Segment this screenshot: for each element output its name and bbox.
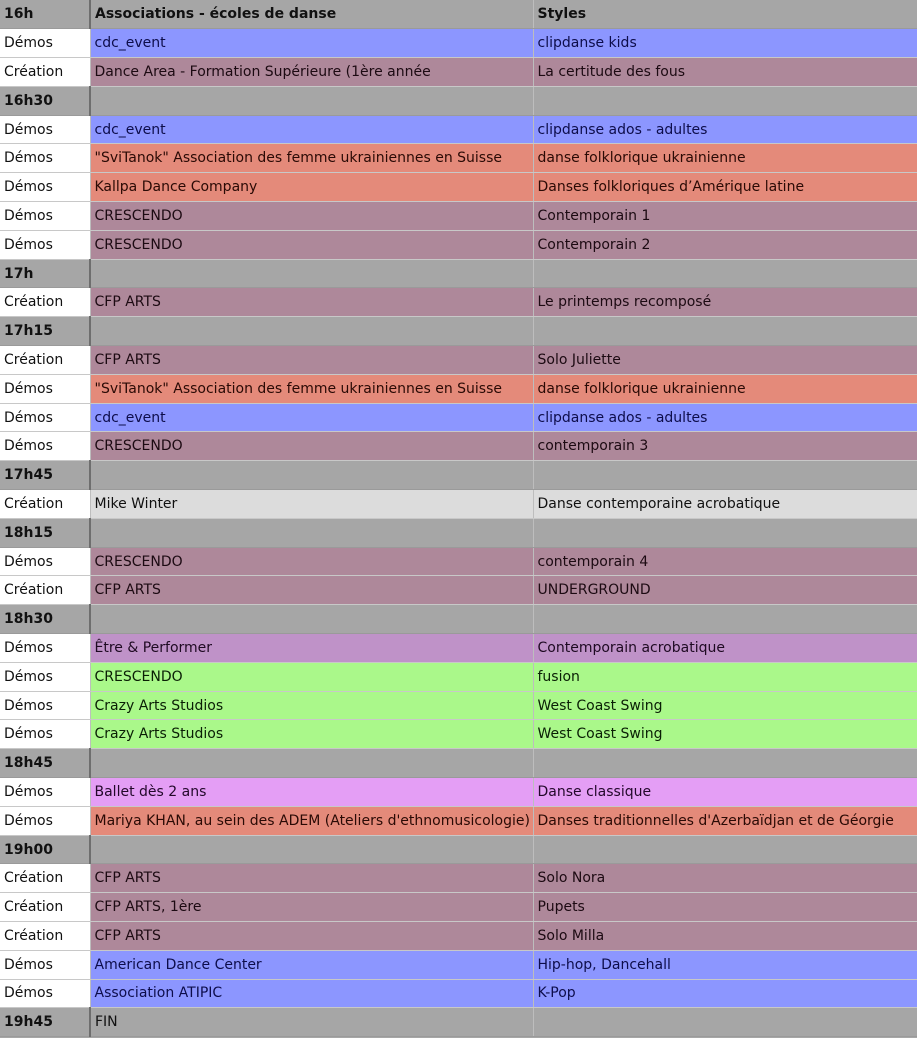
association-name: cdc_event bbox=[90, 29, 533, 58]
time-slot-style bbox=[533, 749, 917, 778]
schedule-row bbox=[0, 432, 917, 461]
time-slot-row bbox=[0, 605, 917, 634]
time-slot-row bbox=[0, 461, 917, 490]
performance-type: Démos bbox=[0, 778, 90, 807]
dance-style: Contemporain acrobatique bbox=[533, 634, 917, 663]
time-slot-assoc bbox=[90, 317, 533, 346]
time-slot-style bbox=[533, 518, 917, 547]
performance-type: Création bbox=[0, 288, 90, 317]
dance-style: La certitude des fous bbox=[533, 58, 917, 87]
time-slot: 16h30 bbox=[0, 86, 90, 115]
association-name: Dance Area - Formation Supérieure (1ère année bbox=[90, 58, 533, 87]
schedule-row bbox=[0, 346, 917, 375]
schedule-row bbox=[0, 576, 917, 605]
schedule-row bbox=[0, 691, 917, 720]
schedule-row bbox=[0, 864, 917, 893]
dance-style: Pupets bbox=[533, 893, 917, 922]
schedule-row bbox=[0, 29, 917, 58]
performance-type: Démos bbox=[0, 432, 90, 461]
association-name: CRESCENDO bbox=[90, 662, 533, 691]
performance-type: Démos bbox=[0, 374, 90, 403]
schedule-row bbox=[0, 950, 917, 979]
schedule-row bbox=[0, 115, 917, 144]
time-slot-style bbox=[533, 317, 917, 346]
schedule-row bbox=[0, 922, 917, 951]
time-slot: 17h bbox=[0, 259, 90, 288]
performance-type: Démos bbox=[0, 691, 90, 720]
time-slot-style bbox=[533, 86, 917, 115]
dance-style: Contemporain 2 bbox=[533, 230, 917, 259]
schedule-row bbox=[0, 58, 917, 87]
association-name: CRESCENDO bbox=[90, 202, 533, 231]
association-name: CRESCENDO bbox=[90, 230, 533, 259]
time-slot-row bbox=[0, 317, 917, 346]
time-slot-assoc: FIN bbox=[90, 1008, 533, 1037]
dance-style: West Coast Swing bbox=[533, 720, 917, 749]
dance-style: UNDERGROUND bbox=[533, 576, 917, 605]
dance-style: danse folklorique ukrainienne bbox=[533, 144, 917, 173]
time-slot-row bbox=[0, 259, 917, 288]
association-name: CRESCENDO bbox=[90, 547, 533, 576]
dance-style: Solo Milla bbox=[533, 922, 917, 951]
performance-type: Création bbox=[0, 490, 90, 519]
association-name: American Dance Center bbox=[90, 950, 533, 979]
schedule-row bbox=[0, 202, 917, 231]
performance-type: Démos bbox=[0, 115, 90, 144]
association-name: Crazy Arts Studios bbox=[90, 720, 533, 749]
performance-type: Démos bbox=[0, 979, 90, 1008]
dance-style: contemporain 4 bbox=[533, 547, 917, 576]
time-slot-row bbox=[0, 835, 917, 864]
association-name: Ballet dès 2 ans bbox=[90, 778, 533, 807]
schedule-row bbox=[0, 374, 917, 403]
association-name: CRESCENDO bbox=[90, 432, 533, 461]
performance-type: Création bbox=[0, 346, 90, 375]
schedule-row bbox=[0, 547, 917, 576]
dance-style: K-Pop bbox=[533, 979, 917, 1008]
performance-type: Création bbox=[0, 893, 90, 922]
schedule-row bbox=[0, 144, 917, 173]
schedule-row bbox=[0, 490, 917, 519]
schedule-row bbox=[0, 403, 917, 432]
schedule-row bbox=[0, 806, 917, 835]
dance-style: fusion bbox=[533, 662, 917, 691]
time-slot-assoc bbox=[90, 86, 533, 115]
association-name: CFP ARTS bbox=[90, 922, 533, 951]
time-slot: 19h00 bbox=[0, 835, 90, 864]
time-slot: 17h15 bbox=[0, 317, 90, 346]
dance-style: clipdanse kids bbox=[533, 29, 917, 58]
header-styles: Styles bbox=[533, 0, 917, 29]
time-slot: 18h45 bbox=[0, 749, 90, 778]
time-slot: 19h45 bbox=[0, 1008, 90, 1037]
dance-style: Danses traditionnelles d'Azerbaïdjan et de Géorgie bbox=[533, 806, 917, 835]
association-name: "SviTanok" Association des femme ukrainiennes en Suisse bbox=[90, 374, 533, 403]
time-slot-row bbox=[0, 518, 917, 547]
association-name: CFP ARTS bbox=[90, 346, 533, 375]
performance-type: Création bbox=[0, 922, 90, 951]
performance-type: Démos bbox=[0, 403, 90, 432]
association-name: CFP ARTS, 1ère bbox=[90, 893, 533, 922]
association-name: Mike Winter bbox=[90, 490, 533, 519]
association-name: CFP ARTS bbox=[90, 288, 533, 317]
performance-type: Création bbox=[0, 864, 90, 893]
performance-type: Création bbox=[0, 58, 90, 87]
association-name: cdc_event bbox=[90, 115, 533, 144]
header-row bbox=[0, 0, 917, 29]
time-slot-assoc bbox=[90, 259, 533, 288]
dance-style: Solo Juliette bbox=[533, 346, 917, 375]
performance-type: Création bbox=[0, 576, 90, 605]
performance-type: Démos bbox=[0, 547, 90, 576]
performance-type: Démos bbox=[0, 230, 90, 259]
schedule-row bbox=[0, 288, 917, 317]
association-name: CFP ARTS bbox=[90, 576, 533, 605]
dance-style: clipdanse ados - adultes bbox=[533, 403, 917, 432]
time-slot-row bbox=[0, 86, 917, 115]
schedule-row bbox=[0, 979, 917, 1008]
header-associations: Associations - écoles de danse bbox=[90, 0, 533, 29]
association-name: Mariya KHAN, au sein des ADEM (Ateliers d'ethnomusicologie) bbox=[90, 806, 533, 835]
time-slot-row bbox=[0, 1008, 917, 1037]
association-name: Association ATIPIC bbox=[90, 979, 533, 1008]
association-name: cdc_event bbox=[90, 403, 533, 432]
schedule-row bbox=[0, 230, 917, 259]
schedule-row bbox=[0, 173, 917, 202]
dance-style: clipdanse ados - adultes bbox=[533, 115, 917, 144]
association-name: "SviTanok" Association des femme ukrainiennes en Suisse bbox=[90, 144, 533, 173]
time-slot: 17h45 bbox=[0, 461, 90, 490]
performance-type: Démos bbox=[0, 950, 90, 979]
schedule-row bbox=[0, 778, 917, 807]
association-name: Être & Performer bbox=[90, 634, 533, 663]
performance-type: Démos bbox=[0, 144, 90, 173]
schedule-body bbox=[0, 29, 917, 1037]
performance-type: Démos bbox=[0, 662, 90, 691]
dance-style: Le printemps recomposé bbox=[533, 288, 917, 317]
time-slot-assoc bbox=[90, 518, 533, 547]
time-slot-style bbox=[533, 461, 917, 490]
performance-type: Démos bbox=[0, 806, 90, 835]
dance-style: Solo Nora bbox=[533, 864, 917, 893]
dance-style: contemporain 3 bbox=[533, 432, 917, 461]
time-slot-style bbox=[533, 1008, 917, 1037]
time-slot-row bbox=[0, 749, 917, 778]
time-slot: 18h30 bbox=[0, 605, 90, 634]
performance-type: Démos bbox=[0, 29, 90, 58]
association-name: Crazy Arts Studios bbox=[90, 691, 533, 720]
performance-type: Démos bbox=[0, 634, 90, 663]
association-name: Kallpa Dance Company bbox=[90, 173, 533, 202]
performance-type: Démos bbox=[0, 173, 90, 202]
dance-style: Contemporain 1 bbox=[533, 202, 917, 231]
dance-style: Danse classique bbox=[533, 778, 917, 807]
schedule-row bbox=[0, 634, 917, 663]
performance-type: Démos bbox=[0, 202, 90, 231]
time-slot-assoc bbox=[90, 605, 533, 634]
schedule-row bbox=[0, 893, 917, 922]
dance-style: Hip-hop, Dancehall bbox=[533, 950, 917, 979]
time-slot-style bbox=[533, 835, 917, 864]
time-slot-assoc bbox=[90, 835, 533, 864]
schedule-row bbox=[0, 662, 917, 691]
dance-style: Danse contemporaine acrobatique bbox=[533, 490, 917, 519]
schedule-row bbox=[0, 720, 917, 749]
dance-style: West Coast Swing bbox=[533, 691, 917, 720]
dance-style: Danses folkloriques d’Amérique latine bbox=[533, 173, 917, 202]
header-time: 16h bbox=[0, 0, 90, 29]
time-slot-style bbox=[533, 259, 917, 288]
time-slot-assoc bbox=[90, 749, 533, 778]
dance-style: danse folklorique ukrainienne bbox=[533, 374, 917, 403]
association-name: CFP ARTS bbox=[90, 864, 533, 893]
time-slot: 18h15 bbox=[0, 518, 90, 547]
performance-type: Démos bbox=[0, 720, 90, 749]
time-slot-style bbox=[533, 605, 917, 634]
time-slot-assoc bbox=[90, 461, 533, 490]
